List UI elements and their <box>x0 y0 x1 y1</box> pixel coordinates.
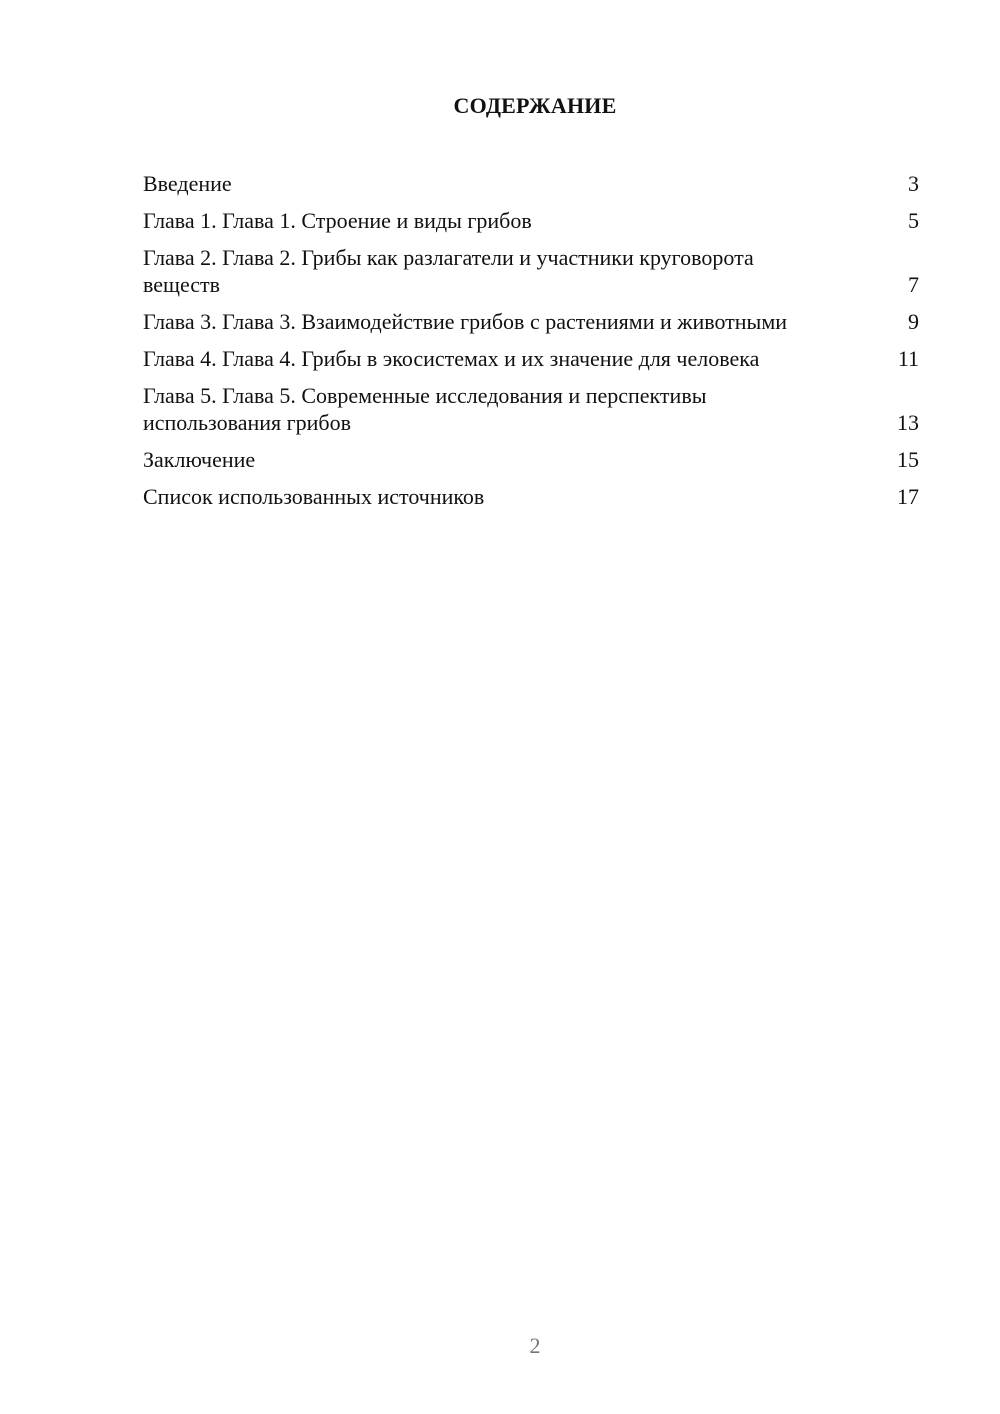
toc-entry-introduction <box>143 170 919 197</box>
toc-entry-page-number: 9 <box>908 309 919 334</box>
toc-entry-title: Список использованных источников <box>143 484 485 509</box>
toc-entry-title: Глава 5. Глава 5. Современные исследования и перспективы использования грибов <box>143 383 707 435</box>
toc-entry-chapter-5 <box>143 382 919 436</box>
table-of-contents <box>143 170 919 520</box>
toc-entry-page-number: 17 <box>897 484 919 509</box>
toc-entry-chapter-4 <box>143 345 919 372</box>
toc-title: СОДЕРЖАНИЕ <box>453 93 617 118</box>
toc-entry-chapter-2 <box>143 244 919 298</box>
toc-entry-title: Введение <box>143 171 232 196</box>
page-number: 2 <box>529 1333 541 1358</box>
toc-entry-page-number: 13 <box>897 410 919 435</box>
toc-entry-title: Глава 4. Глава 4. Грибы в экосистемах и их значение для человека <box>143 346 760 371</box>
toc-entry-chapter-3 <box>143 308 919 335</box>
toc-entry-title: Заключение <box>143 447 256 472</box>
toc-entry-page-number: 3 <box>908 171 919 196</box>
toc-entry-references <box>143 483 919 510</box>
toc-entry-title: Глава 3. Глава 3. Взаимодействие грибов с растениями и животными <box>143 309 788 334</box>
toc-entry-title: Глава 1. Глава 1. Строение и виды грибов <box>143 208 532 233</box>
toc-entry-page-number: 5 <box>908 208 919 233</box>
toc-entry-page-number: 15 <box>897 447 919 472</box>
toc-entry-conclusion <box>143 446 919 473</box>
toc-entry-title: Глава 2. Глава 2. Грибы как разлагатели и участники круговорота веществ <box>143 245 754 297</box>
toc-entry-page-number: 11 <box>897 346 919 371</box>
toc-entry-page-number: 7 <box>908 272 919 297</box>
toc-entry-chapter-1 <box>143 207 919 234</box>
